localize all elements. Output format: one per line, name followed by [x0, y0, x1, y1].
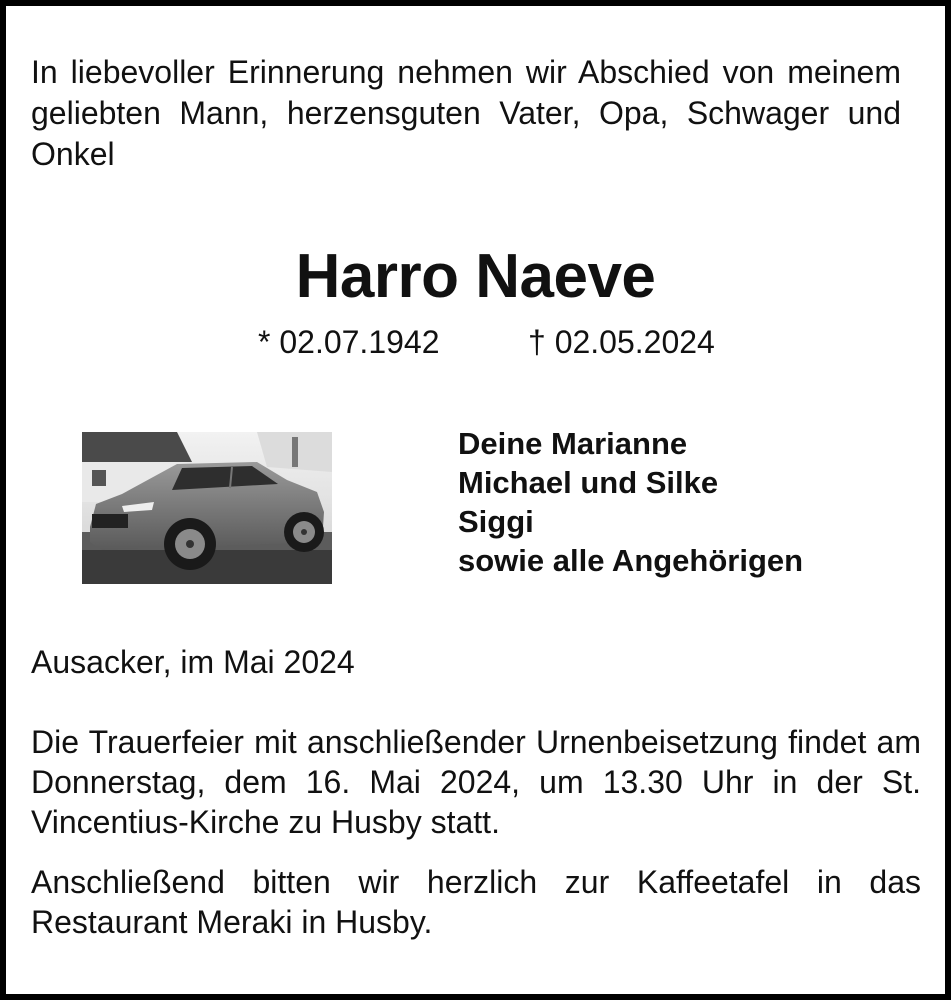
signer-line: Deine Marianne [458, 426, 688, 461]
reception-info: Anschließend bitten wir herzlich zur Kaffeetafel in das Restaurant Meraki in Husby. [31, 864, 921, 940]
birth-date: * 02.07.1942 [258, 324, 440, 360]
signer-line: Siggi [458, 504, 534, 539]
car-photo [82, 432, 332, 584]
death-date: † 02.05.2024 [528, 324, 715, 360]
car-photo-icon [82, 432, 332, 584]
signer-line: Michael und Silke [458, 465, 719, 500]
place-date: Ausacker, im Mai 2024 [31, 644, 355, 680]
signers-list [458, 424, 803, 580]
signer-line: sowie alle Angehörigen [458, 543, 804, 578]
deceased-name: Harro Naeve [295, 242, 656, 311]
intro-text: In liebevoller Erinnerung nehmen wir Abschied von meinem geliebten Mann, herzensguten Vater, Opa, Schwager und Onkel [31, 54, 901, 172]
ceremony-info: Die Trauerfeier mit anschließender Urnenbeisetzung findet am Donnerstag, dem 16. Mai 2024, um 13.30 Uhr in der St. Vincentius-Kirche zu Husby statt. [31, 724, 921, 840]
